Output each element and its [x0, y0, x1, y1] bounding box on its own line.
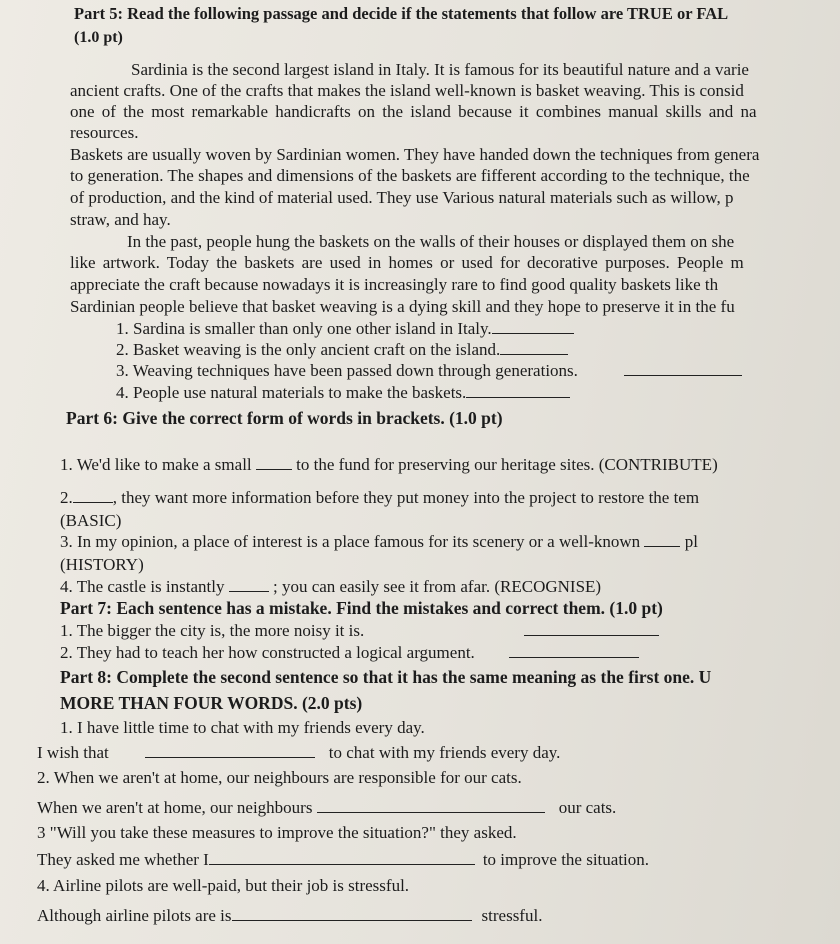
part8-q3: 3 "Will you take these measures to improve the situation?" they asked. [37, 823, 517, 842]
part8-title-cont: MORE THAN FOUR WORDS. (2.0 pts) [60, 693, 363, 713]
answer-blank[interactable] [500, 340, 568, 355]
answer-blank[interactable] [73, 488, 113, 503]
passage-line: of production, and the kind of material used. They use Various natural materials such as willow, p [70, 188, 734, 207]
part8-q4-rewrite: Although airline pilots are is stressful. [37, 906, 543, 925]
answer-blank[interactable] [256, 455, 292, 470]
part8-title: Part 8: Complete the second sentence so that it has the same meaning as the first one. U [60, 667, 712, 687]
part8-q3-rewrite: They asked me whether I to improve the situation. [37, 850, 650, 869]
answer-blank[interactable] [317, 798, 545, 813]
passage-line: ancient crafts. One of the crafts that makes the island well-known is basket weaving. This is consid [70, 81, 744, 100]
part8-q1: 1. I have little time to chat with my friends every day. [60, 718, 425, 737]
answer-blank[interactable] [509, 643, 639, 658]
part6-q2: 2. , they want more information before they put money into the project to restore the tem [60, 488, 700, 507]
passage-line: Baskets are usually woven by Sardinian women. They have handed down the techniques from genera [70, 145, 760, 164]
passage-line: resources. [70, 123, 139, 142]
statement-3: 3. Weaving techniques have been passed down through generations. [116, 361, 742, 381]
part6-q2-hint: (BASIC) [60, 511, 122, 530]
statement-1: 1. Sardina is smaller than only one other island in Italy. [116, 319, 574, 339]
passage-line: appreciate the craft because nowadays it is increasingly rare to find good quality baskets like th [70, 275, 719, 294]
answer-blank[interactable] [229, 577, 269, 592]
part5-title: Part 5: Read the following passage and decide if the statements that follow are TRUE or FAL [74, 4, 729, 23]
answer-blank[interactable] [524, 621, 659, 636]
passage-line: one of the most remarkable handicrafts on the island because it combines manual skills and na [70, 102, 757, 121]
statement-2: 2. Basket weaving is the only ancient craft on the island. [116, 340, 568, 360]
passage-line: Sardinia is the second largest island in Italy. It is famous for its beautiful nature and a varie [131, 60, 749, 79]
passage-line: like artwork. Today the baskets are used in homes or used for decorative purposes. People m [70, 253, 744, 272]
answer-blank[interactable] [232, 906, 472, 921]
answer-blank[interactable] [466, 383, 570, 398]
part8-q1-rewrite: I wish that to chat with my friends every day. [37, 743, 561, 762]
part7-item-1: 1. The bigger the city is, the more noisy it is. [60, 621, 659, 641]
passage-line: to generation. The shapes and dimensions of the baskets are fifferent according to the technique, the [70, 166, 750, 185]
part7-item-2: 2. They had to teach her how constructed a logical argument. [60, 643, 639, 663]
part8-q2-rewrite: When we aren't at home, our neighbours our cats. [37, 798, 617, 817]
answer-blank[interactable] [624, 361, 742, 376]
part6-q3-hint: (HISTORY) [60, 555, 144, 574]
passage-line: In the past, people hung the baskets on the walls of their houses or displayed them on she [127, 232, 735, 251]
part8-q2: 2. When we aren't at home, our neighbours are responsible for our cats. [37, 768, 522, 787]
answer-blank[interactable] [492, 319, 574, 334]
answer-blank[interactable] [644, 532, 680, 547]
part8-q4: 4. Airline pilots are well-paid, but their job is stressful. [37, 876, 410, 895]
part6-q3: 3. In my opinion, a place of interest is a place famous for its scenery or a well-known pl [60, 532, 698, 551]
part5-points: (1.0 pt) [74, 29, 123, 46]
part6-q4: 4. The castle is instantly ; you can easily see it from afar. (RECOGNISE) [60, 577, 602, 596]
passage-line: straw, and hay. [70, 210, 171, 229]
passage-line: Sardinian people believe that basket weaving is a dying skill and they hope to preserve it in the fu [70, 297, 735, 316]
part6-q1: 1. We'd like to make a small to the fund for preserving our heritage sites. (CONTRIBUTE) [60, 455, 718, 474]
part6-title: Part 6: Give the correct form of words in brackets. (1.0 pt) [66, 408, 503, 428]
statement-4: 4. People use natural materials to make the baskets. [116, 383, 570, 403]
part7-title: Part 7: Each sentence has a mistake. Find the mistakes and correct them. (1.0 pt) [60, 598, 663, 618]
answer-blank[interactable] [145, 743, 315, 758]
answer-blank[interactable] [209, 850, 475, 865]
